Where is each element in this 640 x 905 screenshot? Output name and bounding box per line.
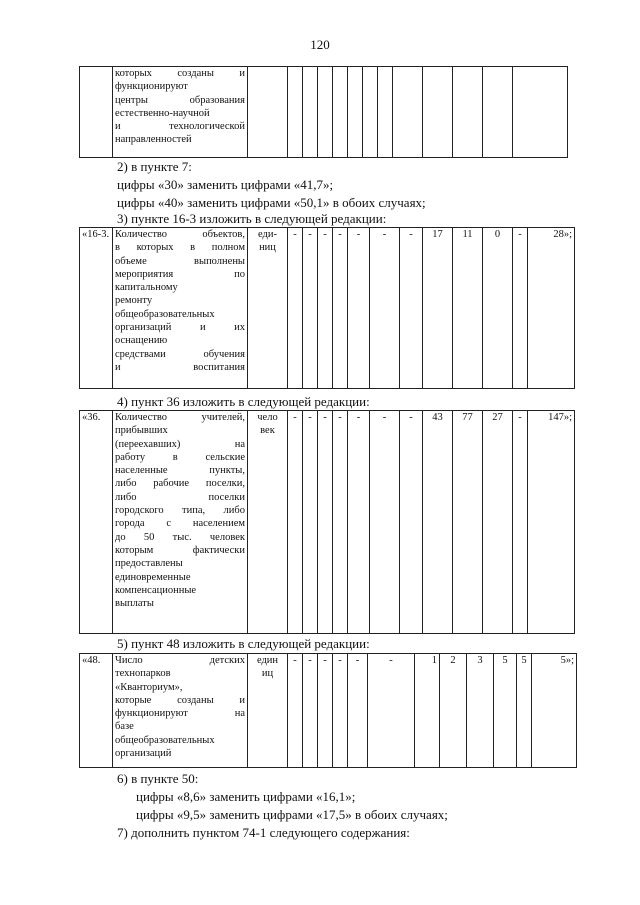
value-cell: -	[318, 228, 333, 389]
indicator-description	[113, 654, 248, 768]
value-cell: -	[400, 228, 423, 389]
value-cell: 28»;	[528, 228, 575, 389]
table-row	[80, 67, 568, 158]
value-cell: -	[318, 654, 333, 768]
value-cell	[318, 67, 333, 158]
description-line: выплаты	[115, 598, 154, 610]
description-line: которые созданы и	[115, 694, 245, 706]
unit-line: чело	[257, 412, 278, 423]
description-line: до 50 тыс. человек	[115, 531, 245, 543]
item-2-line-b: цифры «40» заменить цифрами «50,1» в обоих случаях;	[117, 195, 426, 210]
item-3-heading: 3) пункте 16-3 изложить в следующей редакции:	[117, 211, 387, 226]
indicator-description	[113, 228, 248, 389]
description-line: «Кванториум»,	[115, 681, 183, 693]
value-cell: 11	[453, 228, 483, 389]
description-line: предоставлены	[115, 558, 183, 570]
value-cell: 2	[440, 654, 467, 768]
value-cell	[378, 67, 393, 158]
description-line: работу в сельские	[115, 451, 245, 463]
description-line: мероприятия по	[115, 268, 245, 280]
table-continuation	[79, 66, 568, 158]
description-line: капитальному	[115, 282, 178, 294]
description-line: либо поселки	[115, 491, 245, 503]
description-line: Количество объектов,	[115, 229, 245, 240]
unit-cell	[248, 654, 288, 768]
item-6-line-b: цифры «9,5» заменить цифрами «17,5» в обоих случаях;	[136, 807, 448, 822]
value-cell: -	[348, 228, 370, 389]
value-cell: 3	[467, 654, 494, 768]
description-line: оснащению	[115, 335, 168, 347]
value-cell	[393, 67, 423, 158]
value-cell	[363, 67, 378, 158]
description-line: городского типа, либо	[115, 505, 245, 517]
item-5-heading: 5) пункт 48 изложить в следующей редакции:	[117, 636, 370, 651]
description-line: Количество учителей,	[115, 412, 245, 423]
value-cell: -	[348, 654, 368, 768]
description-line: либо рабочие поселки,	[115, 478, 245, 490]
value-cell: 5	[494, 654, 517, 768]
description-line: общеобразовательных	[115, 734, 215, 746]
table-item-48	[79, 653, 577, 768]
value-cell: 77	[453, 411, 483, 634]
description-line: объеме выполнены	[115, 255, 245, 267]
table-row	[80, 654, 577, 768]
value-cell: 5»;	[532, 654, 577, 768]
description-line: в которых в полном	[115, 242, 245, 254]
description-line: организаций	[115, 748, 172, 760]
unit-line: иц	[261, 668, 274, 680]
unit-line: век	[260, 425, 275, 437]
value-cell: 5	[517, 654, 532, 768]
value-cell: -	[400, 411, 423, 634]
value-cell: -	[370, 411, 400, 634]
value-cell: -	[288, 228, 303, 389]
unit-cell	[248, 67, 288, 158]
unit-line: един	[256, 655, 279, 666]
value-cell	[303, 67, 318, 158]
value-cell: 147»;	[528, 411, 575, 634]
description-line: и воспитания	[115, 361, 245, 373]
value-cell: -	[370, 228, 400, 389]
table-item-16-3	[79, 227, 575, 389]
value-cell: -	[513, 228, 528, 389]
item-4-heading: 4) пункт 36 изложить в следующей редакции:	[117, 394, 370, 409]
row-number-cell: «36.	[80, 411, 113, 634]
value-cell	[288, 67, 303, 158]
description-line: прибывших	[115, 425, 168, 437]
row-number-cell	[80, 67, 113, 158]
unit-line: ниц	[259, 242, 276, 254]
description-line: естественно-научной	[115, 107, 210, 119]
description-line: компенсационные	[115, 584, 197, 596]
description-line: технопарков	[115, 668, 171, 680]
description-line: которым фактически	[115, 544, 245, 556]
description-line: базе	[115, 721, 134, 733]
value-cell: -	[303, 228, 318, 389]
description-line: функционируют на	[115, 708, 245, 720]
item-2-line-a: цифры «30» заменить цифрами «41,7»;	[117, 177, 334, 192]
description-line: организаций и их	[115, 322, 245, 334]
value-cell	[333, 67, 348, 158]
indicator-description	[113, 67, 248, 158]
unit-cell	[248, 228, 288, 389]
value-cell: 0	[483, 228, 513, 389]
item-6-line-a: цифры «8,6» заменить цифрами «16,1»;	[136, 789, 356, 804]
value-cell: -	[288, 411, 303, 634]
description-line: которых созданы и	[115, 68, 245, 79]
description-line: направленностей	[115, 134, 192, 146]
indicator-description	[113, 411, 248, 634]
value-cell: -	[348, 411, 370, 634]
row-number-cell: «48.	[80, 654, 113, 768]
value-cell: 43	[423, 411, 453, 634]
description-line: функционируют	[115, 81, 188, 93]
value-cell: -	[368, 654, 415, 768]
value-cell: 1	[415, 654, 440, 768]
description-line: ремонту	[115, 295, 153, 307]
item-2-heading: 2) в пункте 7:	[117, 159, 192, 174]
description-line: общеобразовательных	[115, 308, 215, 320]
value-cell: -	[333, 411, 348, 634]
table-row	[80, 411, 575, 634]
value-cell	[513, 67, 568, 158]
value-cell: -	[513, 411, 528, 634]
value-cell	[348, 67, 363, 158]
value-cell	[423, 67, 453, 158]
description-line: (переехавших) на	[115, 438, 245, 450]
value-cell: -	[303, 654, 318, 768]
row-number-cell: «16-3.	[80, 228, 113, 389]
value-cell: -	[318, 411, 333, 634]
unit-line: еди-	[258, 229, 277, 240]
value-cell	[483, 67, 513, 158]
description-line: центры образования	[115, 94, 245, 106]
value-cell	[453, 67, 483, 158]
value-cell: 17	[423, 228, 453, 389]
value-cell: -	[288, 654, 303, 768]
value-cell: -	[333, 654, 348, 768]
description-line: города с населением	[115, 518, 245, 530]
table-item-36	[79, 410, 575, 634]
value-cell: -	[333, 228, 348, 389]
description-line: населенные пункты,	[115, 465, 245, 477]
page-number: 120	[310, 37, 330, 52]
description-line: средствами обучения	[115, 348, 245, 360]
item-6-heading: 6) в пункте 50:	[117, 771, 199, 786]
unit-cell	[248, 411, 288, 634]
description-line: Число детских	[115, 655, 245, 666]
description-line: единовременные	[115, 571, 191, 583]
item-7-heading: 7) дополнить пунктом 74-1 следующего содержания:	[117, 825, 410, 840]
value-cell: 27	[483, 411, 513, 634]
description-line: и технологической	[115, 121, 245, 133]
table-row	[80, 228, 575, 389]
value-cell: -	[303, 411, 318, 634]
